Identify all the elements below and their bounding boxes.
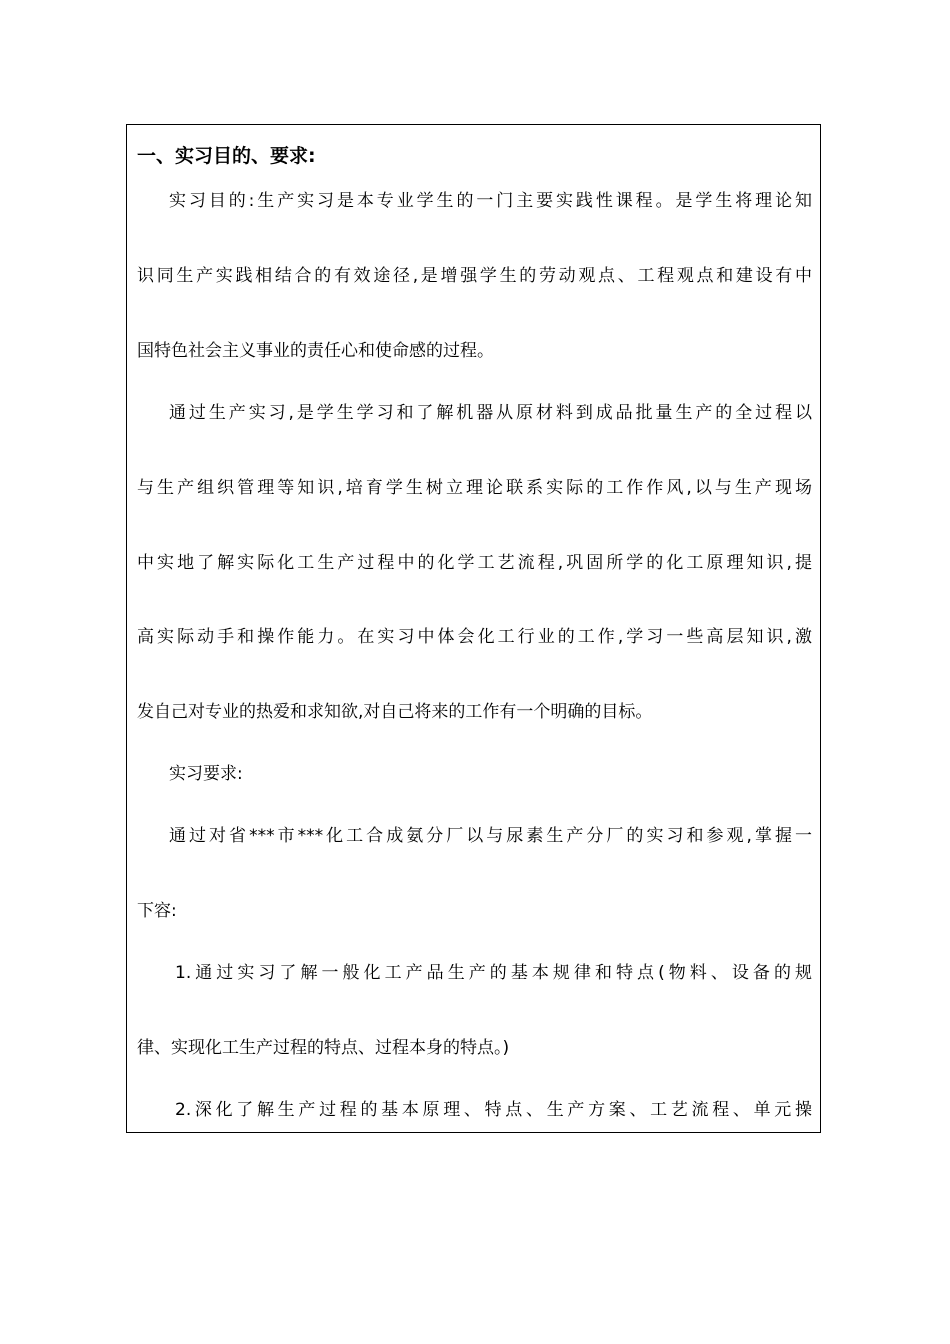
paragraph-line: 通过对省***市***化工合成氨分厂以与尿素生产分厂的实习和参观,掌握一 — [169, 826, 812, 846]
section-heading: 一、实习目的、要求: — [137, 145, 316, 167]
paragraph-line: 中实地了解实际化工生产过程中的化学工艺流程,巩固所学的化工原理知识,提 — [137, 553, 812, 573]
list-item-line: 1.通过实习了解一般化工产品生产的基本规律和特点(物料、设备的规 — [175, 963, 812, 983]
paragraph-line: 发自己对专业的热爱和求知欲,对自己将来的工作有一个明确的目标。 — [137, 702, 653, 722]
paragraph-line: 实习目的:生产实习是本专业学生的一门主要实践性课程。是学生将理论知 — [169, 191, 812, 211]
list-item-line: 律、实现化工生产过程的特点、过程本身的特点。) — [137, 1038, 510, 1058]
paragraph-line: 高实际动手和操作能力。在实习中体会化工行业的工作,学习一些高层知识,激 — [137, 627, 812, 647]
list-item-line: 2.深化了解生产过程的基本原理、特点、生产方案、工艺流程、单元操 — [175, 1100, 812, 1120]
paragraph-line: 与生产组织管理等知识,培育学生树立理论联系实际的工作作风,以与生产现场 — [137, 478, 812, 498]
document-frame — [126, 124, 821, 1133]
paragraph-line: 国特色社会主义事业的责任心和使命感的过程。 — [137, 341, 494, 361]
paragraph-line: 实习要求: — [169, 764, 243, 784]
paragraph-line: 下容: — [137, 901, 177, 921]
paragraph-line: 通过生产实习,是学生学习和了解机器从原材料到成品批量生产的全过程以 — [169, 403, 812, 423]
paragraph-line: 识同生产实践相结合的有效途径,是增强学生的劳动观点、工程观点和建设有中 — [137, 266, 812, 286]
